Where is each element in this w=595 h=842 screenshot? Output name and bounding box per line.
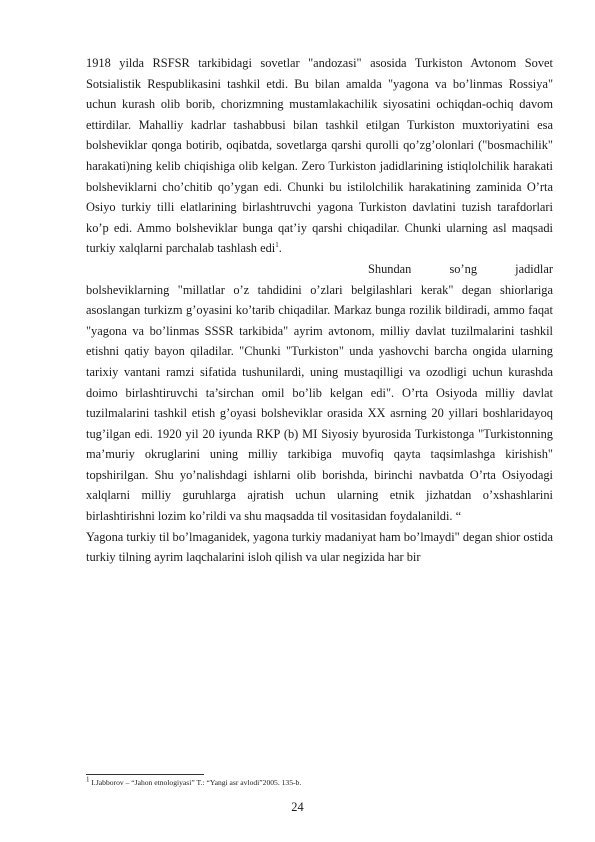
- page-number: 24: [291, 800, 304, 814]
- paragraph-1: [86, 53, 553, 259]
- footnote-mark: 1: [86, 775, 90, 784]
- footnote-reference[interactable]: 1: [275, 241, 279, 250]
- page-body: [86, 53, 553, 568]
- paragraph-1-text: 1918 yilda RSFSR tarkibidagi sovetlar "andozasi" asosida Turkiston Avtonom Sovet Sotsialistik Respublikasini tashkil etdi. Bu bilan amalda "yagona va bo’linmas Rossiya" uchun kurash olib borib, chorizmning mustamlakachilik siyosatini ochiqdan-ochiq davom ettirdilar. Mahalliy kadrlar tashabbusi bilan tashkil etilgan Turkiston muxtoriyatini esa bolsheviklar qonga botirib, oqibatda, sovetlarga qarshi qurolli qo’zg’olonlari ("bosmachilik" harakati)ning kelib chiqishiga olib kelgan. Zero Turkiston jadidlarining istiqlolchilik harakati bolsheviklarni cho’chitib qo’ygan edi. Chunki bu istilolchilik harakatining zaminida O’rta Osiyo turkiy tilli elatlarining birlashtruvchi yagona Turkiston davlatini tuzish tarafdorlari ko’p edi. Ammo bolsheviklar bunga qat’iy qarshi chiqadilar. Chunki ularning asl maqsadi turkiy xalqlarni parchalab tashlash edi: [86, 56, 553, 256]
- footnote-text: I.Jabborov – “Jahon etnologiyasi” T.: “Yangi asr avlodi”2005. 135-b.: [89, 778, 302, 787]
- paragraph-3: Yagona turkiy til bo’lmaganidek, yagona turkiy madaniyat ham bo’lmaydi" degan shior ostida turkiy tilning ayrim laqchalarini isloh qilish va ular negizida har bir: [86, 529, 553, 565]
- footnote-divider: [86, 774, 204, 775]
- paragraph-1-tail: .: [278, 241, 282, 256]
- paragraph-2: Shundan so’ng jadidlar bolsheviklarning "millatlar o’z tahdidini o’zlari belgilashlari kerak" degan shiorlariga asoslangan turkizm g’oyasini ko’tarib chiqadilar. Markaz bunga rozilik bildiradi, ammo faqat "yagona va bo’linmas SSSR tarkibida" ayrim avtonom, milliy davlat tuzilmalarini tashkil etishni qatiy bayon qiladilar. "Chunki "Turkiston" unda yashovchi barcha ongida ularning tarixiy vantani ramzi sifatida tushunilardi, uning mustaqilligi va ozodligi uchun kurashda doimo birlashtiruvchi ta’sirchan omil bo’lib kelgan edi". O’rta Osiyoda milliy davlat tuzilmalarini tashkil etish g’oyasi bolsheviklar orasida XX asrning 20 yillari boshlaridayoq tug’ilgan edi. 1920 yil 20 iyunda RKP (b) MI Siyosiy byurosida Turkistonga "Turkistonning ma’muriy okruglarini uning milliy tarkibiga muvofiq qayta taqsimlashga kirishish" topshirilgan. Shu yo’nalishdagi ishlarni olib borishda, birinchi navbatda O’rta Osiyodagi xalqlarni milliy guruhlarga ajratish uchun ularning etnik jizhatdan o’xshashlarini birlashtirishni lozim ko’rildi va shu maqsadda til vositasidan foydalanildi. “: [86, 261, 553, 524]
- footnote: [86, 775, 553, 788]
